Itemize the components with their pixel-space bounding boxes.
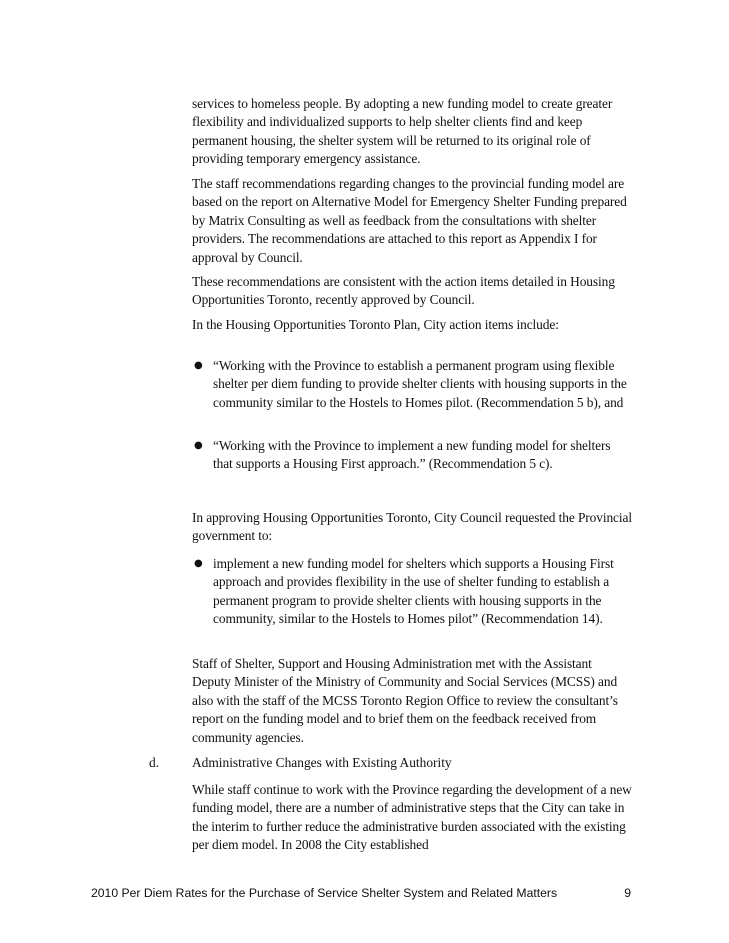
paragraph-staff-met: Staff of Shelter, Support and Housing Administration met with the Assistant Deputy Minister of the Ministry of Community and Social Services (MCSS) and also with the staff of the MCSS Toronto Region Office to review the consultant’s report on the funding model and to brief them on the feedback received from community agencies. [192,656,618,745]
paragraph-administrative-steps: While staff continue to work with the Province regarding the development of a new funding model, there are a number of administrative steps that the City can take in the interim to further reduce the administrative burden associated with the existing per diem model. In 2008 the City established [192,782,632,853]
section-label: d. [149,755,160,770]
bullet-icon: ● [194,558,203,569]
bullet-icon: ● [194,440,203,451]
bullet-text: “Working with the Province to establish a permanent program using flexible shelter per diem funding to provide shelter clients with housing supports in the community similar to the Hostels to Homes pilot. (Recommendation 5 b), and [213,358,627,410]
bullet-text: implement a new funding model for shelters which supports a Housing First approach and provides flexibility in the use of shelter funding to establish a permanent program to provide shelter clients with housing supports in the community, similar to the Hostels to Homes pilot” (Recommendation 14). [213,556,614,627]
paragraph-staff-recommendations: The staff recommendations regarding changes to the provincial funding model are based on the report on Alternative Model for Emergency Shelter Funding prepared by Matrix Consulting as well as feedback from the consultations with shelter providers. The recommendations are attached to this report as Appendix I for approval by Council. [192,176,627,265]
bullet-icon: ● [194,360,203,371]
footer-title: 2010 Per Diem Rates for the Purchase of Service Shelter System and Related Matters [91,886,558,900]
page-number: 9 [624,886,631,900]
paragraph-action-items: In the Housing Opportunities Toronto Plan, City action items include: [192,317,559,332]
paragraph-services: services to homeless people. By adopting a new funding model to create greater flexibility and individualized supports to help shelter clients find and keep permanent housing, the shelter system will be returned to its original role of providing temporary emergency assistance. [192,96,613,167]
paragraph-consistent: These recommendations are consistent with the action items detailed in Housing Opportunities Toronto, recently approved by Council. [192,274,615,308]
section-heading: Administrative Changes with Existing Authority [192,755,452,770]
bullet-text: “Working with the Province to implement a new funding model for shelters that supports a Housing First approach.” (Recommendation 5 c). [213,438,611,472]
paragraph-council-request: In approving Housing Opportunities Toronto, City Council requested the Provincial government to: [192,510,632,544]
